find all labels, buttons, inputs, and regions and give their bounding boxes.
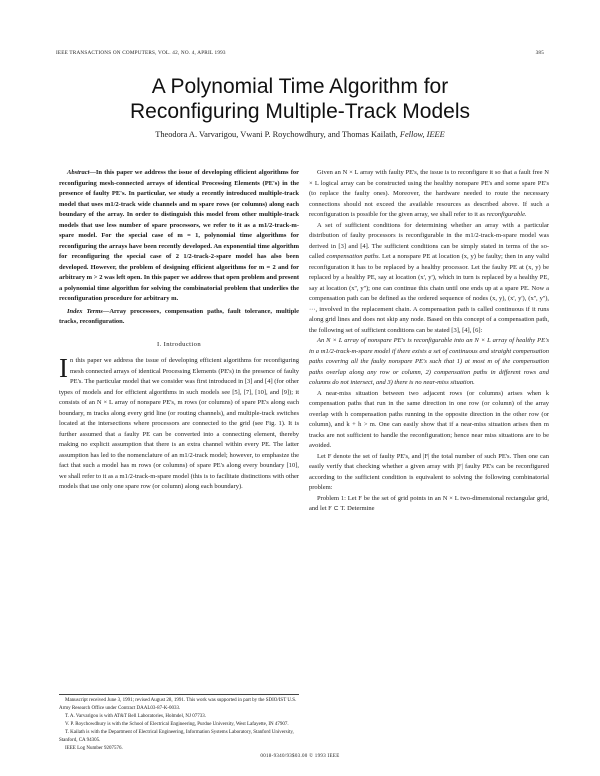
abstract xyxy=(59,168,299,305)
introduction-paragraph xyxy=(59,353,299,493)
footnote-affiliation: T. Kailath is with the Department of Electrical Engineering, Information Systems Laboratory, Stanford University, Stanford, CA 94305. xyxy=(59,730,294,743)
paragraph xyxy=(309,168,549,221)
fellow-title: Fellow, IEEE xyxy=(399,130,445,139)
problem-statement: Problem 1: Let F be the set of grid points in an N × L two-dimensional rectangular grid, and let F ⊂ T. Determine xyxy=(309,494,549,512)
title-line-1: A Polynomial Time Algorithm for xyxy=(151,75,449,98)
theorem-statement: An N × L array of nonspare PE's is reconfigurable into an N × L array of healthy PE's in a m1/2-track-m-spare model if there exists a set of continuous and straight compensation paths covering all the faulty nonspare PE's such that 1) at most m of the compensation paths overlap along any row or column, 2) compensation paths in different rows and columns do not intersect, and 3) there is no near-miss situation. xyxy=(309,337,549,386)
emphasis-term: reconfigurable. xyxy=(486,211,527,218)
index-terms xyxy=(59,307,299,328)
index-terms-text: Array processors, compensation paths, fault tolerance, multiple tracks, reconfiguration. xyxy=(59,307,300,325)
right-column xyxy=(309,168,549,515)
paragraph: A near-miss situation between two adjacent rows (or columns) arises when k compensation paths that run in the same direction in one row (or column) of the array overlap with h compensation paths running in the opposite direction in the other row (or column), and k + h > m. One can easily show that if a near-miss situation arises then m tracks are not sufficient to handle the reconfiguration; hence near miss situations are to be avoided. xyxy=(309,389,549,449)
left-column xyxy=(59,168,299,493)
paragraph-text: Given an N × L array with faulty PE's, the issue is to reconfigure it so that a fault free N × L logical array can be constructed using the healthy nonspare PE's and some spare PE's (to replace the faulty ones). Moreover, the hardware needed to route the necessary connections should not exceed the available resources as described above. If such a reconfiguration is possible for the given array, we shall refer to it as xyxy=(309,169,549,218)
section-heading-introduction: I. Introduction xyxy=(156,340,202,348)
title-line-2: Reconfiguring Multiple-Track Models xyxy=(129,100,471,123)
paragraph xyxy=(309,221,549,337)
emphasis-term: compensation paths. xyxy=(326,253,381,260)
running-head xyxy=(56,50,544,60)
journal-header: IEEE TRANSACTIONS ON COMPUTERS, VOL. 42, NO. 4, APRIL 1993 xyxy=(56,50,226,56)
paragraph: Let F denote the set of faulty PE's, and |F| the total number of such PE's. Then one can easily verify that checking whether a given array with |F| faulty PE's can be reconfigured according to the sufficient condition is equivalent to solving the following combinatorial problem: xyxy=(309,452,549,491)
copyright-notice: 0018-9340/93$03.00 © 1993 IEEE xyxy=(260,754,340,759)
index-terms-label: Index Terms— xyxy=(67,307,110,315)
author-line xyxy=(40,130,560,139)
drop-cap: I xyxy=(59,353,68,383)
paper-title xyxy=(40,74,560,124)
page-number: 385 xyxy=(535,50,544,56)
abstract-text: In this paper we address the issue of developing efficient algorithms for reconfiguring mesh-connected arrays of identical Processing Elements (PE's) in the presence of faulty PE's. In particular, we study a recently introduced multiple-track model that uses m1/2-track wide channels and m spare rows (or columns) along each boundary of the array. In order to distinguish this model from other multiple-track models that use less number of spare processors, we refer to it as a m1/2-track-m-spare model. For the special case of m = 1, polynomial time algorithms for reconfiguring the arrays have been recently developed. An exponential time algorithm for reconfiguring the special case of 2 1/2-track-2-spare model has also been developed. However, the problem of designing efficient algorithms for m = 2 and for arbitrary m > 2 was left open. In this paper we address that open problem and present a polynomial time algorithm for solving the combinatorial problem that underlies the reconfiguration procedure for arbitrary m. xyxy=(59,169,299,302)
introduction-text: n this paper we address the issue of developing efficient algorithms for reconfiguring mesh connected arrays of identical Processing Elements (PE's) in the presence of faulty PE's. The particular model that we consider was first introduced in [3] and [4] (for other types of models and for efficient algorithms in such models see [5], [7], [10], and [9]); it consists of an N × L array of nonspare PE's, m rows (or columns) of spare PE's along each boundary, m tracks along every grid line (or routing channels), and multiple-track switches located at the intersections where processors are connected to the grid (see Fig. 1). It is further assumed that a faulty PE can be converted into a connecting element, thereby making no explicit assumption that there is an extra channel within every PE. The latter assumption has led to the nomenclature of an m1/2-track model; however, to emphasize the fact that such a model has m rows (or columns) of spare PE's along every boundary [10], we shall refer to it as a m1/2-track-m-spare model (this is to facilitate distinctions with other models that use only one spare row (or column) along each boundary). xyxy=(59,357,299,490)
footnote-affiliation: T. A. Varvarigou is with AT&T Bell Laboratories, Holmdel, NJ 07733. xyxy=(65,714,206,719)
paragraph-text: A set of sufficient conditions for determining whether an array with a particular distribution of faulty processors is reconfigurable in the m1/2-track-m-spare model was derived in [3] and [4]. The sufficient conditions can be simply stated in terms of the so-called xyxy=(309,221,549,260)
abstract-label: Abstract— xyxy=(67,169,96,176)
paragraph-text: Let a nonspare PE at location (x, y) be faulty; then in any valid reconfiguration it has to be replaced by a healthy processor. Let the faulty PE at (x, y) be replaced by a healthy PE, say at location (x', y'), which in turn is replaced by a healthy PE, say at location (x'', y''); one can continue this chain until one ends up at a spare PE. Now a compensation path can be defined as the ordered sequence of nodes (x, y), (x', y'), (x'', y''), ···, involved in the replacement chain. A compensation path is called continuous if it runs along grid lines and does not skip any node. Based on this concept of a compensation path, the following set of sufficient conditions can be stated [3], [4], [6]: xyxy=(309,253,549,334)
footnote-log-number: IEEE Log Number 9207576. xyxy=(65,746,123,751)
footnote-received: Manuscript received June 3, 1991; revised August 28, 1991. This work was supported in part by the SDIO/IST U.S. Army Research Office under Contract DAAL03-87-K-0033. xyxy=(59,698,297,711)
footnotes xyxy=(59,694,299,753)
authors: Theodora A. Varvarigou, Vwani P. Roychowdhury, and Thomas Kailath, xyxy=(155,130,398,139)
footnote-affiliation: V. P. Roychowdhury is with the School of Electrical Engineering, Purdue University, West Lafayette, IN 47907. xyxy=(65,722,289,727)
